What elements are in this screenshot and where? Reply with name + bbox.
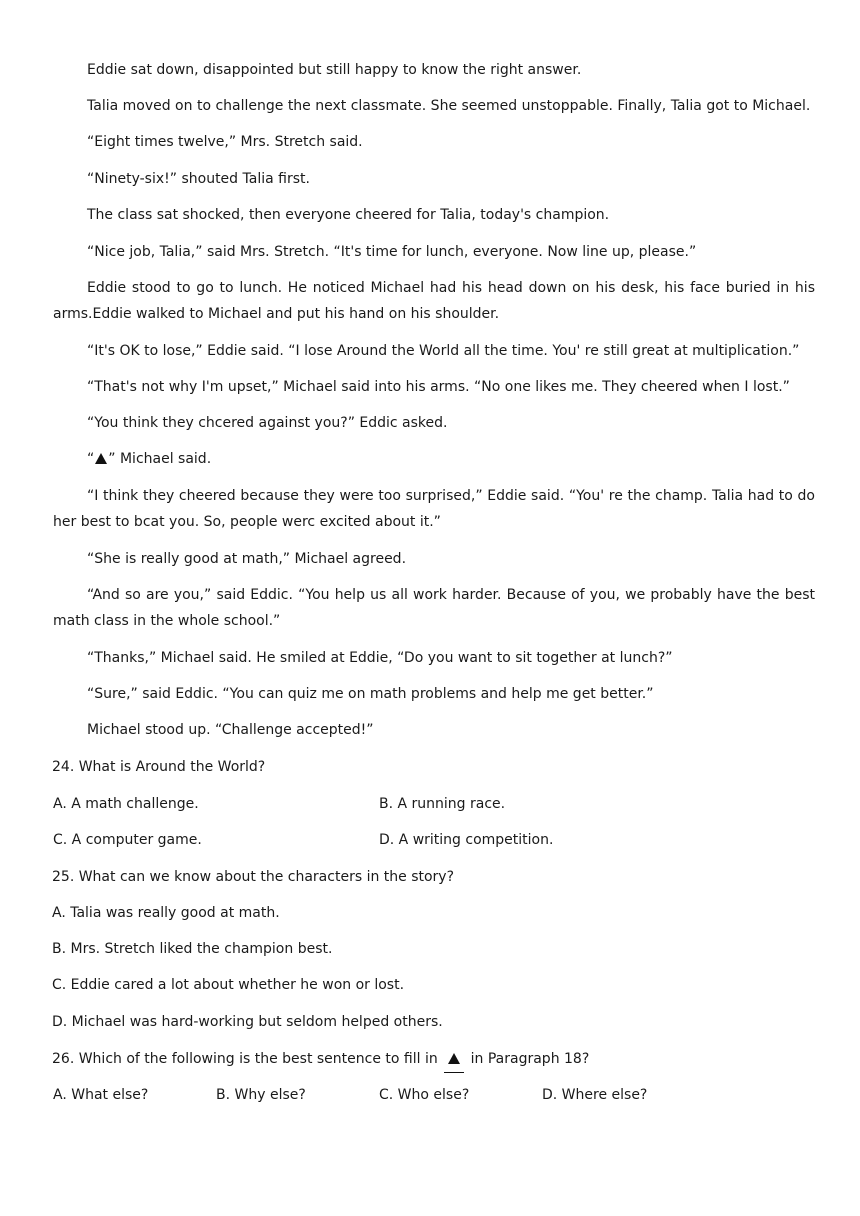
story-paragraph: “And so are you,” said Eddic. “You help us all work harder. Because of you, we probably have the best math class in the whole school.” [53, 587, 815, 629]
triangle-icon [448, 1053, 460, 1064]
story-paragraph: “Sure,” said Eddic. “You can quiz me on math problems and help me get better.” [87, 686, 654, 702]
story-paragraph: “That's not why I'm upset,” Michael said into his arms. “No one likes me. They cheered when I lost.” [87, 379, 790, 395]
story-paragraph: Michael stood up. “Challenge accepted!” [87, 722, 374, 738]
triangle-icon [95, 453, 107, 464]
blank-marker [444, 1046, 464, 1073]
story-paragraph: “Nice job, Talia,” said Mrs. Stretch. “It's time for lunch, everyone. Now line up, please.” [87, 244, 697, 260]
stem-text: in Paragraph 18? [470, 1051, 590, 1067]
story-paragraph: “Ninety-six!” shouted Talia first. [87, 171, 310, 187]
story-paragraph: “You think they chcered against you?” Eddic asked. [87, 415, 448, 431]
question-24-options-row-2 [0, 827, 860, 853]
story-paragraph: The class sat shocked, then everyone cheered for Talia, today's champion. [87, 207, 610, 223]
story-paragraph: Eddie sat down, disappointed but still happy to know the right answer. [87, 62, 582, 78]
quote-open: “ [87, 451, 95, 467]
option-a: A. Talia was really good at math. [52, 905, 280, 921]
question-24-stem: 24. What is Around the World? [52, 759, 266, 775]
story-paragraph: “She is really good at math,” Michael agreed. [87, 551, 407, 567]
story-paragraph: Eddie stood to go to lunch. He noticed Michael had his head down on his desk, his face buried in his arms.Eddie walked to Michael and put his hand on his shoulder. [53, 280, 815, 322]
option-d: D. Michael was hard-working but seldom helped others. [52, 1014, 443, 1030]
quote-close: ” Michael said. [108, 451, 212, 467]
story-paragraph: “Eight times twelve,” Mrs. Stretch said. [87, 134, 363, 150]
question-26-options-row [0, 1082, 860, 1108]
option-c: C. Eddie cared a lot about whether he won or lost. [52, 977, 405, 993]
question-26-stem [52, 1046, 589, 1073]
story-paragraph: “It's OK to lose,” Eddie said. “I lose Around the World all the time. You' re still great at multiplication.” [87, 343, 800, 359]
option-d: D. A writing competition. [379, 832, 554, 848]
option-a: A. What else? [53, 1087, 149, 1103]
option-a: A. A math challenge. [53, 796, 199, 812]
option-b: B. Mrs. Stretch liked the champion best. [52, 941, 333, 957]
option-c: C. Who else? [379, 1087, 470, 1103]
stem-text: 26. Which of the following is the best sentence to fill in [52, 1051, 438, 1067]
story-paragraph-blank [87, 446, 211, 472]
question-24-options-row-1 [0, 791, 860, 817]
story-paragraph: “I think they cheered because they were too surprised,” Eddie said. “You' re the champ. Talia had to do her best to bcat you. So, people werc excited about it.” [53, 488, 815, 530]
option-c: C. A computer game. [53, 832, 202, 848]
question-25-stem: 25. What can we know about the characters in the story? [52, 869, 455, 885]
story-paragraph: “Thanks,” Michael said. He smiled at Eddie, “Do you want to sit together at lunch?” [87, 650, 673, 666]
story-paragraph: Talia moved on to challenge the next classmate. She seemed unstoppable. Finally, Talia got to Michael. [87, 98, 811, 114]
option-d: D. Where else? [542, 1087, 648, 1103]
option-b: B. Why else? [216, 1087, 306, 1103]
option-b: B. A running race. [379, 796, 506, 812]
